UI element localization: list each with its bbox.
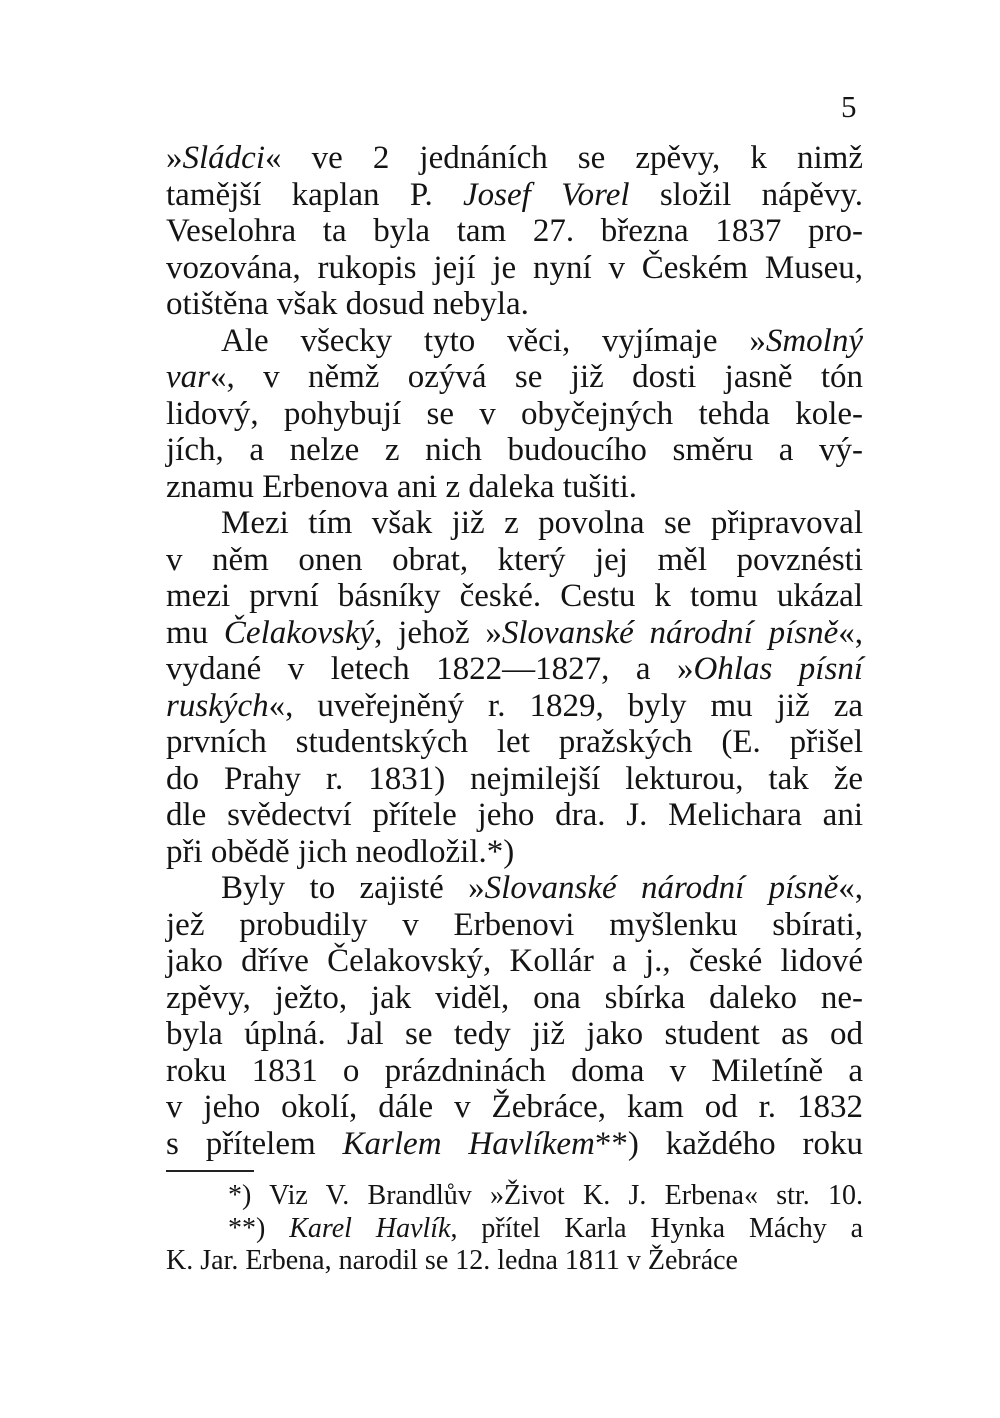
text-segment: , přítel Karla Hynka Máchy a [450,1212,864,1244]
text-line [166,943,863,980]
text-line [166,432,863,469]
text-segment: znamu Erbenova ani z daleka tušiti. [166,468,637,505]
text-segment: mezi první básníky české. Cestu k tomu ukázal [166,578,863,614]
text-segment: jako dříve Čelakovský, Kollár a j., české lidové [166,943,863,979]
text-line [166,177,863,214]
italic-text: Smolný [765,322,863,359]
text-segment: jích, a nelze z nich budoucího směru a vý- [166,432,863,468]
text-line [166,469,863,506]
text-segment: **) každého roku [594,1125,863,1162]
text-segment: s přítelem [166,1125,343,1162]
text-segment: » [166,140,183,176]
italic-text: ruských [166,687,269,724]
text-line [166,980,863,1017]
text-segment: mu [166,614,224,651]
text-segment: vozována, rukopis její je nyní v Českém Museu, [166,249,863,286]
text-line [166,578,863,615]
text-line [166,213,863,250]
text-segment: v jeho okolí, dále v Žebráce, kam od r. 1832 [166,1089,863,1125]
footnotes [166,1180,863,1278]
text-segment: v něm onen obrat, který jej měl povznésti [166,541,863,578]
text-line [166,542,863,579]
italic-text: Karlem Havlíkem [342,1125,595,1162]
italic-text: Ohlas písní [693,651,863,687]
text-segment: složil nápěvy. [629,176,863,213]
italic-text: Čelakovský [223,614,375,651]
text-line [166,797,863,834]
text-segment: *) Viz V. Brandlův »Život K. J. Erbena« str. 10. [228,1180,863,1211]
italic-text: Slovanské národní písně [484,870,839,906]
footnote-line [166,1213,863,1246]
text-line [166,1126,863,1163]
text-segment: prvních studentských let pražských (E. přišel [166,724,863,760]
text-line [166,140,863,177]
text-line [166,834,863,871]
text-segment: «, [838,870,863,906]
footnote-divider [166,1170,254,1172]
text-line [166,870,863,907]
italic-text: Karel Havlík [289,1212,451,1244]
text-segment: lidový, pohybují se v obyčejných tehda kole- [166,395,863,432]
text-segment: «, uveřejněný r. 1829, byly mu již za [268,687,863,724]
footnote-line [166,1245,863,1278]
page-number: 5 [841,89,857,124]
text-segment: vydané v letech 1822—1827, a » [166,651,694,687]
italic-text: Sládci [182,140,265,176]
text-line [166,907,863,944]
text-line [166,250,863,287]
text-line [166,615,863,652]
text-line [166,505,863,542]
text-line [166,286,863,323]
text-line [166,651,863,688]
text-segment: Mezi tím však již z povolna se připravoval [221,505,863,541]
italic-text: var [166,359,210,395]
text-line [166,688,863,725]
text-segment: otištěna však dosud nebyla. [166,286,529,322]
text-line [166,323,863,360]
text-segment: «, [838,614,863,651]
italic-text: Josef Vorel [463,176,630,213]
text-segment: do Prahy r. 1831) nejmilejší lekturou, tak že [166,760,863,797]
text-segment: byla úplná. Jal se tedy již jako student as od [166,1016,863,1052]
text-line [166,396,863,433]
text-line [166,724,863,761]
text-line [166,1053,863,1090]
text-line [166,359,863,396]
text-segment: « ve 2 jednáních se zpěvy, k nimž [264,140,863,176]
text-segment: , jehož » [374,614,502,651]
text-line [166,1089,863,1126]
text-segment: Byly to zajisté » [221,870,485,906]
text-segment: tamější kaplan P. [166,176,464,213]
text-segment: dle svědectví přítele jeho dra. J. Melichara ani [166,797,863,833]
footnote-line [166,1180,863,1213]
text-segment: zpěvy, ježto, jak viděl, ona sbírka daleko ne- [166,979,863,1016]
text-segment: Ale všecky tyto věci, vyjímaje » [221,322,766,359]
text-line [166,1016,863,1053]
italic-text: Slovanské národní písně [501,614,839,651]
text-segment: **) [228,1212,290,1244]
text-segment: «, v němž ozývá se již dosti jasně tón [210,359,863,395]
text-line [166,761,863,798]
text-segment: K. Jar. Erbena, narodil se 12. ledna 1811 v Žebráce [166,1245,738,1276]
text-segment: Veselohra ta byla tam 27. března 1837 pro- [166,213,863,249]
text-segment: při obědě jich neodložil.*) [166,833,515,870]
text-segment: jež probudily v Erbenovi myšlenku sbírati, [166,906,863,943]
text-segment: roku 1831 o prázdninách doma v Miletíně a [166,1052,863,1089]
body-text [166,140,863,1162]
